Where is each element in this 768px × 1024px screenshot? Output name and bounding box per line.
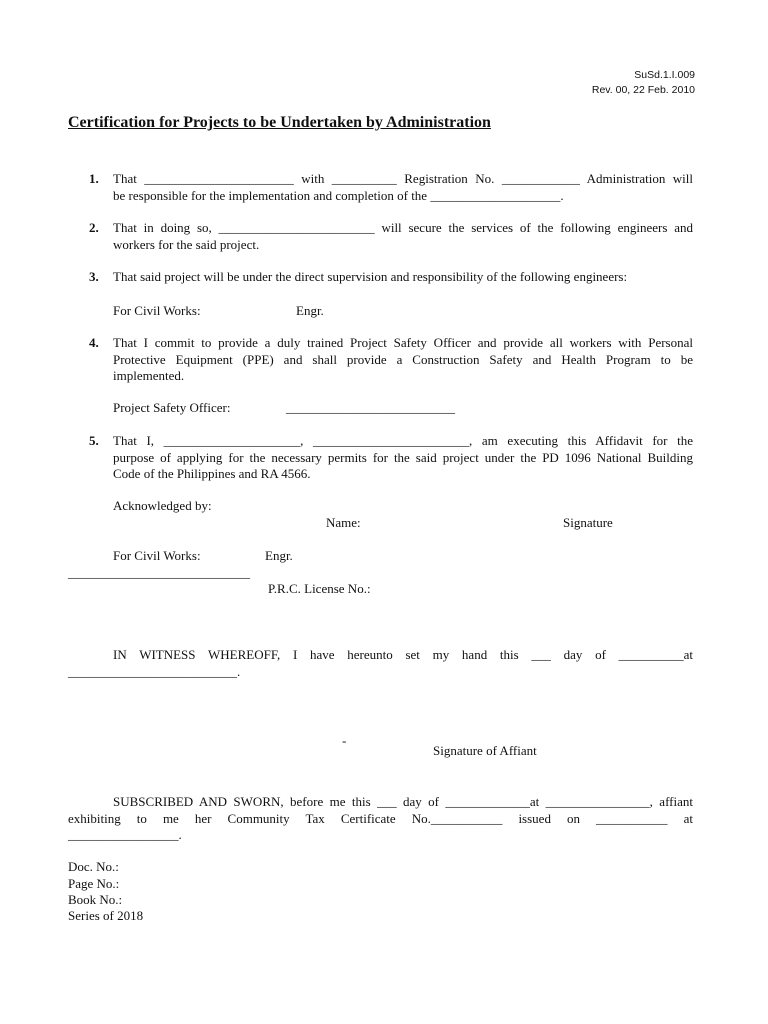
civil-works-engr: Engr. <box>296 303 324 318</box>
witness-line-1: IN WITNESS WHEREOFF, I have hereunto set my hand this ___ day of __________at <box>113 647 693 662</box>
item-4-text <box>113 335 693 385</box>
civil-works-engr-2: Engr. <box>265 548 293 563</box>
revision-date: Rev. 00, 22 Feb. 2010 <box>591 84 695 96</box>
civil-works-label-2: For Civil Works: <box>113 548 201 563</box>
item-1-line-2: be responsible for the implementation and completion of the ____________________. <box>113 187 564 203</box>
witness-line-2: __________________________. <box>68 663 241 679</box>
item-4-number: 4. <box>89 335 99 350</box>
item-2-line-1: That in doing so, ________________________ will secure the services of the following engineers and <box>113 220 693 235</box>
subscribed-paragraph <box>68 794 693 844</box>
safety-officer-line: __________________________ <box>286 400 455 415</box>
page-title: Certification for Projects to be Undertaken by Administration <box>68 114 491 131</box>
page-no-label: Page No.: <box>68 876 120 891</box>
item-5-line-3: Code of the Philippines and RA 4566. <box>113 466 311 481</box>
item-3-number: 3. <box>89 269 99 284</box>
item-2-text <box>113 220 693 253</box>
subscribed-line-1: SUBSCRIBED AND SWORN, before me this ___ day of _____________at ________________, affiant <box>113 794 693 809</box>
doc-no-label: Doc. No.: <box>68 859 119 874</box>
item-2-line-2: workers for the said project. <box>113 236 260 252</box>
item-4-line-2: Protective Equipment (PPE) and shall provide a Construction Safety and Health Program to be <box>113 351 693 367</box>
signature-column-label: Signature <box>563 515 613 530</box>
item-2-number: 2. <box>89 220 99 235</box>
subscribed-line-2: exhibiting to me her Community Tax Certificate No.___________ issued on ___________ at <box>68 810 693 826</box>
item-5-line-2: purpose of applying for the necessary permits for the said project under the PD 1096 National Building <box>113 449 693 465</box>
item-5-number: 5. <box>89 433 99 448</box>
series-label: Series of 2018 <box>68 908 144 923</box>
witness-paragraph <box>68 647 693 680</box>
affiant-dash: - <box>342 733 347 748</box>
prc-license-label: P.R.C. License No.: <box>268 581 371 596</box>
safety-officer-label: Project Safety Officer: <box>113 400 231 415</box>
item-1-number: 1. <box>89 171 99 186</box>
acknowledged-by-label: Acknowledged by: <box>113 498 212 513</box>
book-no-label: Book No.: <box>68 892 123 907</box>
item-1-text <box>113 171 693 204</box>
item-4-line-3: implemented. <box>113 368 185 383</box>
signature-of-affiant-label: Signature of Affiant <box>433 743 537 758</box>
item-3-text: That said project will be under the direct supervision and responsibility of the following engineers: <box>113 269 628 284</box>
document-code: SuSd.1.I.009 <box>634 69 695 81</box>
name-column-label: Name: <box>326 515 361 530</box>
item-4-line-1: That I commit to provide a duly trained Project Safety Officer and provide all workers with Personal <box>113 335 693 350</box>
item-5-text <box>113 433 693 483</box>
engineer-signature-line: ____________________________ <box>68 565 250 580</box>
item-1-line-1: That _______________________ with __________ Registration No. ____________ Administration will <box>113 171 693 186</box>
subscribed-line-3: _________________. <box>68 827 182 842</box>
civil-works-label: For Civil Works: <box>113 303 201 318</box>
item-5-line-1: That I, _____________________, ________________________, am executing this Affidavit for the <box>113 433 693 448</box>
